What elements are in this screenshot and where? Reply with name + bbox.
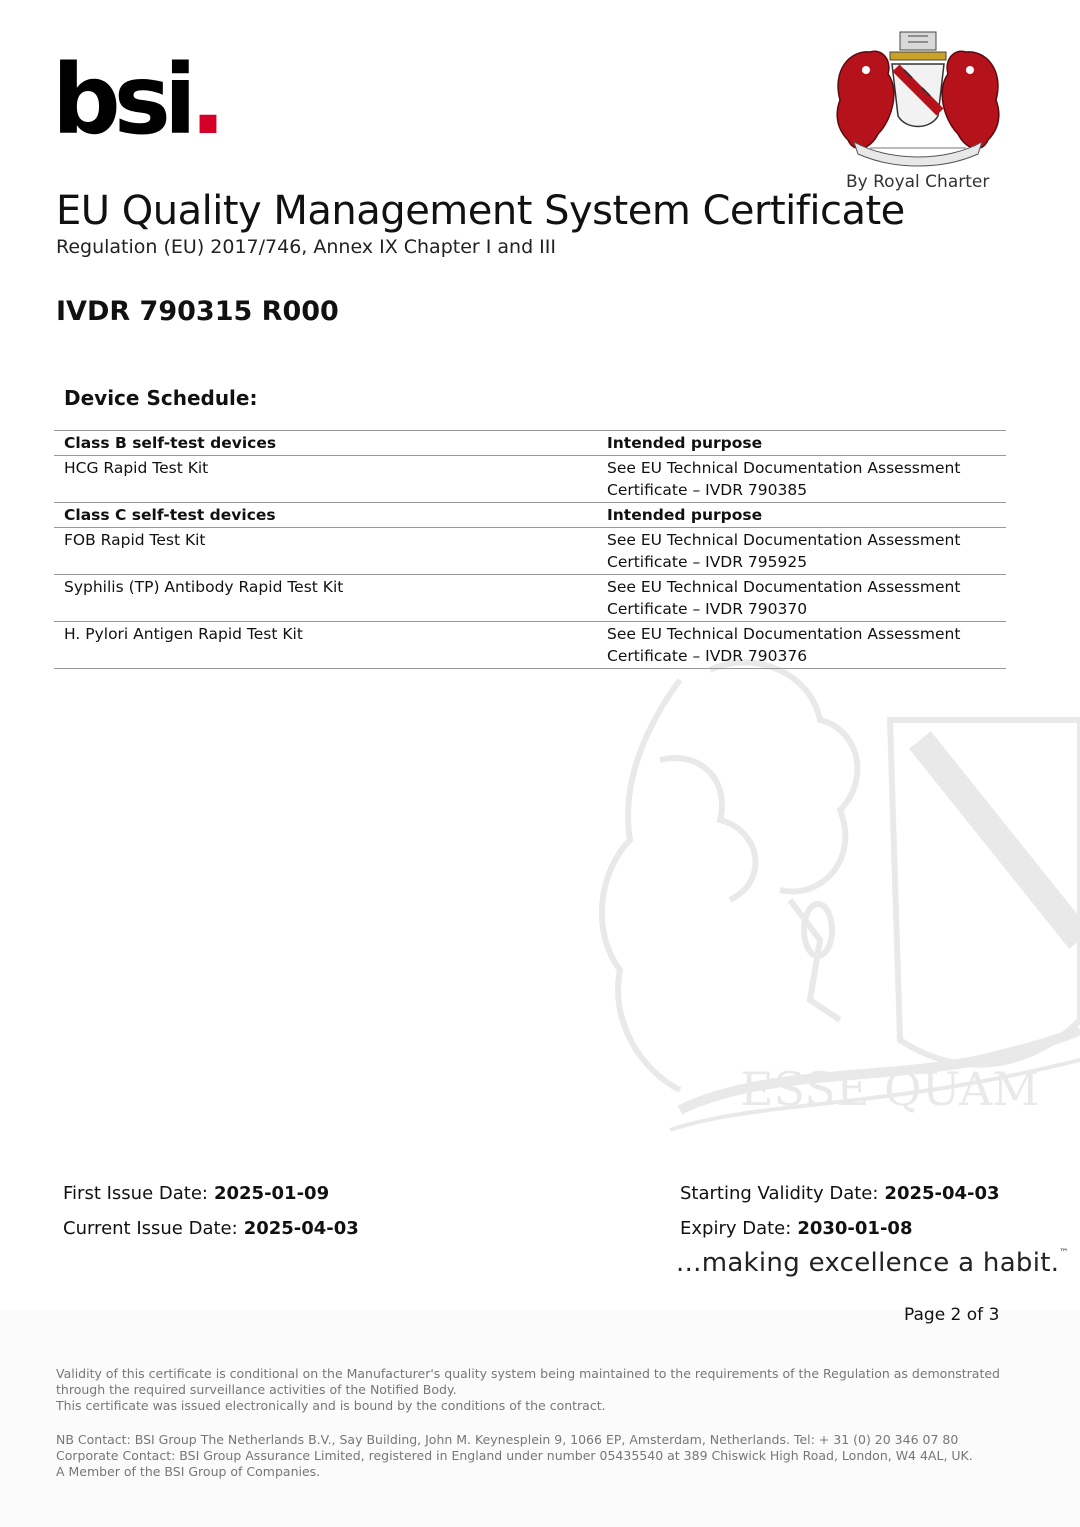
device-name: H. Pylori Antigen Rapid Test Kit — [64, 625, 303, 643]
current-issue-label: Current Issue Date: — [63, 1218, 238, 1239]
certificate-number: IVDR 790315 R000 — [56, 296, 339, 327]
expiry-date — [680, 1218, 912, 1239]
royal-crest-icon — [830, 30, 1006, 170]
class-label: Class C self-test devices — [64, 506, 276, 524]
purpose-certificate: Certificate – IVDR 790385 — [607, 481, 808, 499]
expiry-label: Expiry Date: — [680, 1218, 792, 1239]
device-schedule-table — [54, 430, 1006, 669]
validity-note-line: This certificate was issued electronically and is bound by the conditions of the contract. — [56, 1398, 606, 1413]
starting-validity-date — [680, 1183, 1000, 1204]
device-name: Syphilis (TP) Antibody Rapid Test Kit — [64, 578, 344, 596]
page-number: Page 2 of 3 — [904, 1305, 1000, 1325]
validity-note-line: through the required surveillance activities of the Notified Body. — [56, 1382, 457, 1397]
watermark-motto: ESSE QUAM — [740, 1062, 1040, 1116]
expiry-value: 2030-01-08 — [797, 1218, 913, 1239]
group-membership: A Member of the BSI Group of Companies. — [56, 1464, 321, 1479]
first-issue-value: 2025-01-09 — [213, 1183, 330, 1204]
royal-charter-caption: By Royal Charter — [846, 172, 990, 192]
footer-band — [0, 1310, 1080, 1527]
page-title: EU Quality Management System Certificate — [56, 188, 905, 234]
first-issue-date — [63, 1183, 329, 1204]
table-row — [54, 528, 1006, 575]
device-purpose — [607, 457, 1006, 502]
logo-dot: . — [189, 44, 220, 156]
purpose-line: See EU Technical Documentation Assessment — [607, 531, 961, 549]
nb-contact: NB Contact: BSI Group The Netherlands B.V., Say Building, John M. Keynesplein 9, 1066 EP, Amsterdam, Netherlands. Tel: + 31 (0) 20 346 07 80 — [56, 1432, 959, 1447]
starting-validity-value: 2025-04-03 — [884, 1183, 1000, 1204]
device-purpose — [607, 529, 1006, 574]
regulation-subtitle: Regulation (EU) 2017/746, Annex IX Chapter I and III — [56, 236, 556, 258]
table-row — [54, 575, 1006, 622]
purpose-certificate: Certificate – IVDR 790376 — [607, 647, 808, 665]
purpose-line: See EU Technical Documentation Assessment — [607, 578, 961, 596]
trademark-mark: ™ — [1059, 1248, 1069, 1258]
device-name: FOB Rapid Test Kit — [64, 531, 206, 549]
slogan — [676, 1248, 1069, 1278]
device-purpose — [607, 576, 1006, 621]
bsi-logo — [52, 44, 220, 156]
purpose-certificate: Certificate – IVDR 795925 — [607, 553, 808, 571]
device-purpose — [607, 623, 1006, 668]
current-issue-date — [63, 1218, 359, 1239]
table-row — [54, 456, 1006, 503]
corporate-contact: Corporate Contact: BSI Group Assurance Limited, registered in England under number 05435540 at 389 Chiswick High Road, London, W4 4AL, UK. — [56, 1448, 973, 1463]
crest-watermark-icon — [560, 640, 1080, 1160]
table-group-header — [54, 431, 1006, 456]
table-group-header — [54, 503, 1006, 528]
schedule-heading: Device Schedule: — [64, 386, 258, 410]
purpose-certificate: Certificate – IVDR 790370 — [607, 600, 808, 618]
first-issue-label: First Issue Date: — [63, 1183, 208, 1204]
purpose-line: See EU Technical Documentation Assessment — [607, 625, 961, 643]
class-label: Class B self-test devices — [64, 434, 277, 452]
table-row — [54, 622, 1006, 669]
current-issue-value: 2025-04-03 — [243, 1218, 359, 1239]
purpose-header: Intended purpose — [607, 506, 763, 524]
validity-note-line: Validity of this certificate is conditional on the Manufacturer's quality system being maintained to the requirements of the Regulation as demonstrated — [56, 1366, 1000, 1381]
starting-validity-label: Starting Validity Date: — [680, 1183, 879, 1204]
slogan-text: ...making excellence a habit. — [676, 1248, 1060, 1278]
purpose-header: Intended purpose — [607, 434, 763, 452]
logo-text: bsi — [52, 44, 190, 156]
device-name: HCG Rapid Test Kit — [64, 459, 209, 477]
purpose-line: See EU Technical Documentation Assessment — [607, 459, 961, 477]
